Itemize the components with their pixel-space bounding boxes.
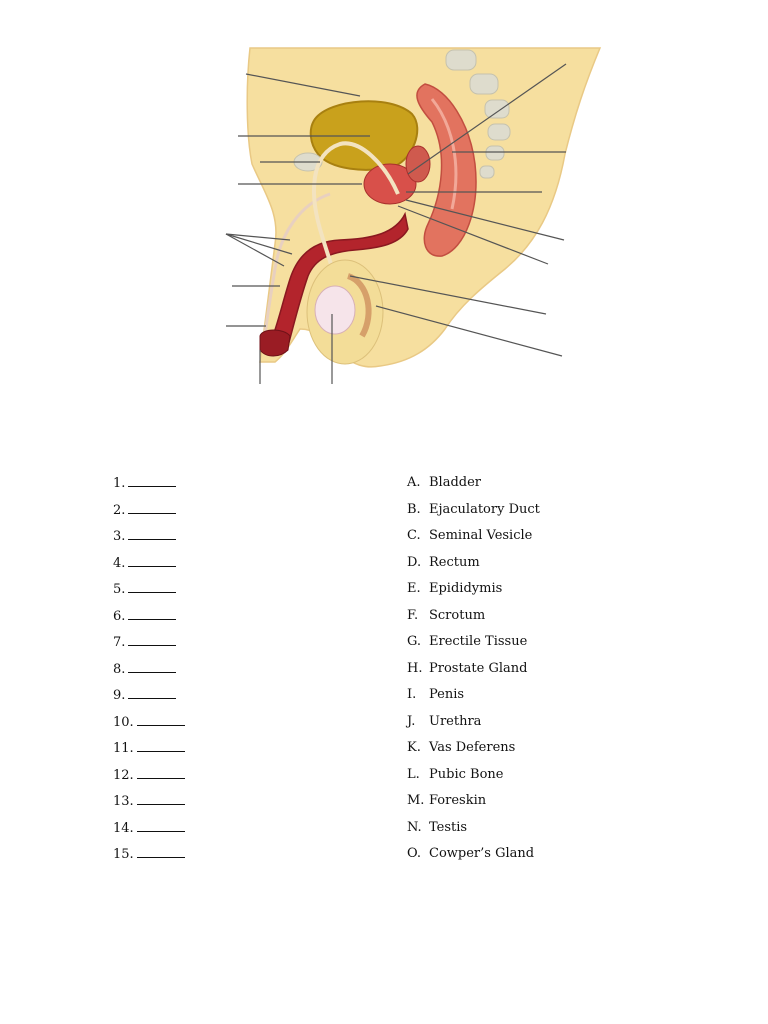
answer-option [407,845,540,872]
option-letter: L. [407,766,420,782]
blank-item [113,739,185,766]
blank-item [113,660,185,687]
option-letter: M. [407,793,425,808]
option-letter: B. [407,501,421,517]
answer-list [407,474,540,872]
blank-number: 10. [113,714,134,730]
blank-item [113,580,185,607]
answer-blank[interactable] [137,713,185,726]
answer-option [407,819,540,846]
glans-shape [260,330,290,356]
option-term: Prostate Gland [429,660,528,676]
option-letter: C. [407,528,421,543]
answer-option [407,792,540,819]
answer-option [407,713,540,740]
answer-option [407,501,540,528]
blank-item [113,554,185,581]
blank-number: 4. [113,555,126,571]
option-term: Testis [429,819,468,835]
blank-number: 2. [113,502,126,518]
option-letter: D. [407,554,422,570]
option-letter: F. [407,607,419,623]
option-term: Scrotum [429,607,486,623]
option-term: Vas Deferens [429,740,516,755]
option-term: Bladder [429,475,482,490]
option-letter: I. [407,687,417,702]
answer-blank[interactable] [137,792,185,805]
answer-blank[interactable] [137,739,185,752]
answer-blank[interactable] [128,580,176,593]
answer-option [407,607,540,634]
blank-number: 9. [113,688,126,703]
option-term: Penis [429,687,465,702]
answer-blank[interactable] [137,845,185,858]
option-term: Foreskin [429,793,487,808]
option-term: Epididymis [429,581,503,596]
answer-blank[interactable] [128,554,176,567]
answer-option [407,554,540,581]
option-term: Pubic Bone [429,766,504,782]
blank-number: 6. [113,608,126,624]
answer-option [407,633,540,660]
blank-number: 1. [113,476,126,491]
answer-blank[interactable] [137,766,185,779]
option-term: Urethra [429,713,482,729]
answer-blank[interactable] [128,686,176,699]
blank-number: 14. [113,820,134,836]
option-letter: K. [407,740,421,755]
blank-number: 12. [113,767,134,783]
blank-item [113,501,185,528]
blank-item [113,766,185,793]
blank-item [113,819,185,846]
blank-number: 11. [113,741,134,756]
answer-option [407,739,540,766]
option-letter: J. [407,713,416,729]
blank-list [113,474,185,872]
answer-option [407,686,540,713]
answer-option [407,660,540,687]
blank-item [113,474,185,501]
answer-option [407,527,540,554]
blank-item [113,686,185,713]
blank-item [113,527,185,554]
answer-blank[interactable] [128,660,176,673]
option-term: Ejaculatory Duct [429,501,540,517]
option-term: Rectum [429,554,480,570]
testis-shape [315,286,355,334]
answer-option [407,580,540,607]
answer-option [407,474,540,501]
blank-number: 8. [113,661,126,677]
blank-item [113,792,185,819]
option-letter: H. [407,660,423,676]
blank-number: 15. [113,847,134,862]
anatomy-diagram [180,44,622,402]
blank-item [113,607,185,634]
option-letter: O. [407,846,422,861]
option-letter: A. [407,475,421,490]
option-letter: E. [407,581,421,596]
option-letter: N. [407,819,422,835]
answer-blank[interactable] [128,501,176,514]
option-term: Seminal Vesicle [429,528,533,543]
answer-blank[interactable] [128,633,176,646]
blank-item [113,713,185,740]
answer-blank[interactable] [128,527,176,540]
answer-blank[interactable] [128,607,176,620]
option-term: Erectile Tissue [429,634,528,649]
answer-blank[interactable] [128,474,176,487]
blank-number: 3. [113,529,126,544]
blank-number: 5. [113,582,126,597]
option-letter: G. [407,634,422,649]
option-term: Cowper’s Gland [429,846,535,861]
answer-option [407,766,540,793]
blank-item [113,633,185,660]
blank-number: 13. [113,794,134,809]
blank-item [113,845,185,872]
blank-number: 7. [113,635,126,650]
answer-blank[interactable] [137,819,185,832]
